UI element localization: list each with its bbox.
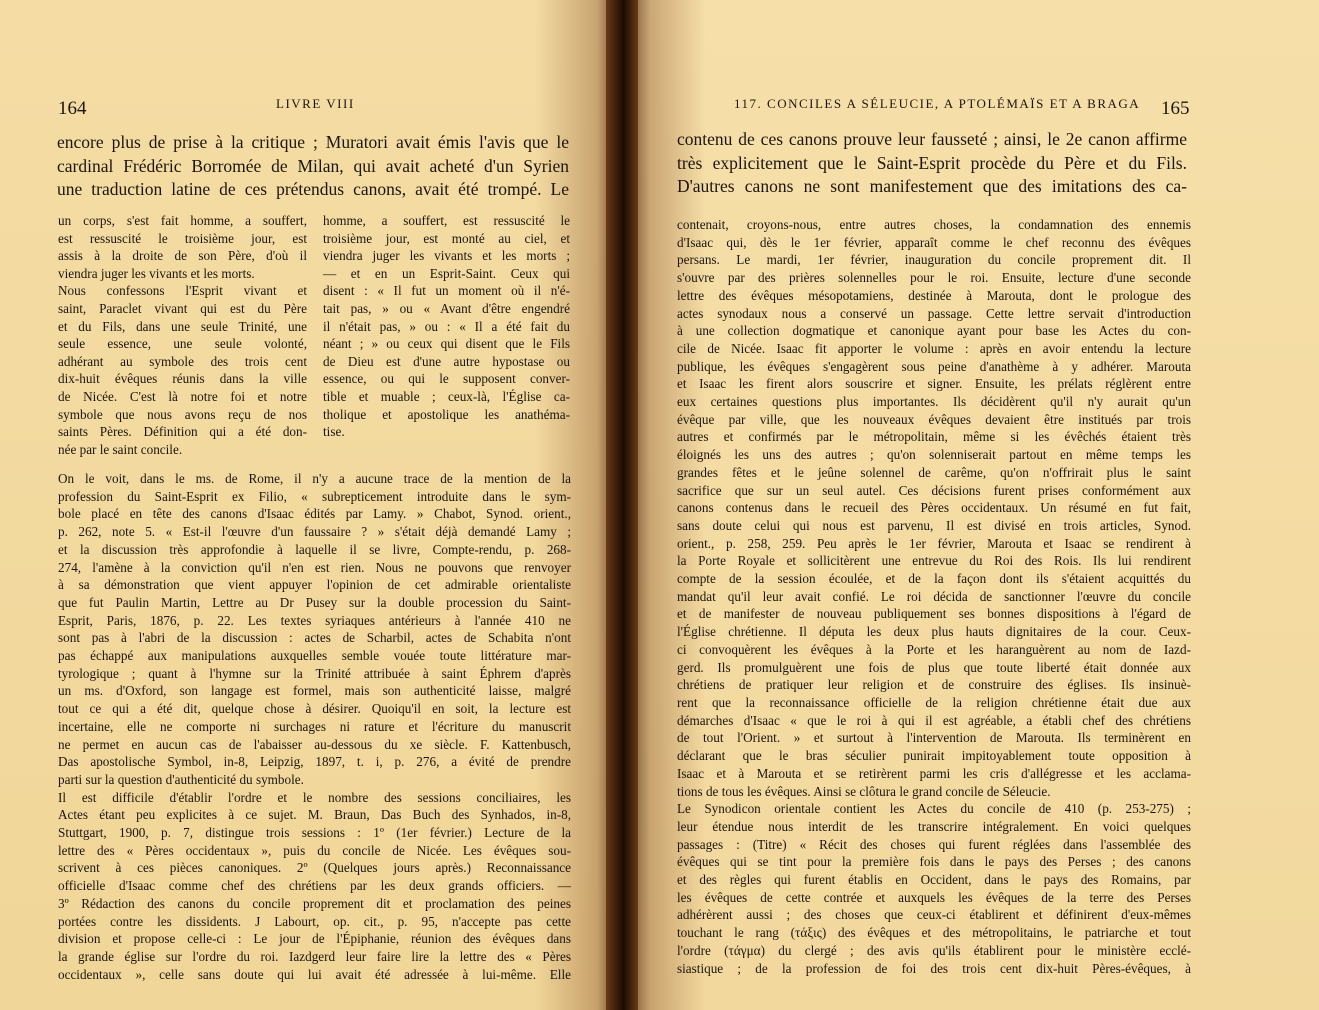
text-line: cardinal Frédéric Borromée de Milan, qui avait acheté d'un Syrien (57, 155, 569, 176)
text-line: l'Église chrétienne. Il députa les deux plus hauts dignitaires de la cour. Ceux- (677, 624, 1191, 640)
page-number: 164 (58, 98, 87, 119)
text-line: autres et confirmés par le métropolitain, même si les évêchés étaient très (677, 429, 1191, 445)
text-line: tible et muable ; ceux-là, l'Église ca- (323, 388, 570, 404)
text-line: grandes fêtes et le jeûne solennel de carême, qu'on n'offrirait plus le saint (677, 464, 1191, 480)
page-number: 165 (1161, 98, 1190, 119)
left-page (0, 0, 622, 1010)
text-line: sacrifice que sur un seul autel. Ces décisions furent prises conformément aux (677, 482, 1191, 498)
text-line: dix-huit évêques réunis dans la ville (58, 371, 307, 387)
text-line: les évêques de cette contrée et auxquels les évêques de la terre des Perses (677, 889, 1191, 905)
text-line: assis à la droite de son Père, d'où il (58, 248, 307, 264)
text-line: sans doute celui qui nous est parvenu, Il est divisé en trois articles, Synod. (677, 517, 1191, 533)
text-line: il n'était pas, » ou : « Il a été fait du (323, 318, 570, 334)
text-line: Das apostolische Symbol, in-8, Leipzig, 1897, t. i, p. 276, a évité de prendre (58, 754, 571, 770)
text-line: scrivent à ces pièces canoniques. 2º (Quelques jours après.) Reconnaissance (58, 860, 571, 876)
text-line: — et en un Esprit-Saint. Ceux qui (323, 265, 570, 281)
text-line: d'Isaac qui, dès le 1er février, apparaît comme le chef reconnu des évêques (677, 234, 1191, 250)
text-line: officielle d'Isaac comme chef des chrétiens par les deux grands officiers. — (58, 878, 571, 894)
text-line: très explicitement que le Saint-Esprit procède du Père et du Fils. (677, 152, 1187, 173)
text-line: et Isaac les firent alors souscrire et signer. Ensuite, les prélats réglèrent entre (677, 376, 1191, 392)
text-line: évêque par ville, que les nouveaux évêques devaient être institués par trois (677, 411, 1191, 427)
text-line: On le voit, dans le ms. de Rome, il n'y a aucune trace de la mention de la (58, 471, 571, 486)
text-line: un ms. d'Oxford, son langage est formel, mais son authenticité laisse, malgré (58, 683, 571, 699)
text-line: 274, l'amène à la conviction qu'il n'en est rien. Nous ne pouvons que renvoyer (58, 559, 571, 575)
text-line: occidentaux », celle sans doute qui lui avait été adressée à lui-même. Elle (58, 966, 571, 982)
text-line: leur étendue nous interdit de les transcrire intégralement. En voici quelques (677, 818, 1191, 834)
text-line: essence, ou qui le supposent conver- (323, 371, 570, 387)
text-line: Isaac et à Marouta et se retirèrent parmi les cris d'allégresse et les acclama- (677, 765, 1191, 781)
text-line: tout ce qui a été dit, quelque chose à désirer. Quoiqu'il en soit, la lecture est (58, 701, 571, 717)
text-line: Nous confessons l'Esprit vivant et (58, 283, 307, 299)
text-line: homme, a souffert, est ressuscité le (323, 213, 570, 228)
text-line: à une collection dogmatique et canonique ayant pour base les Actes du con- (677, 323, 1191, 339)
text-line: démarches d'Isaac « que le roi à qui il est agréable, a établi chef des chrétiens (677, 712, 1191, 728)
text-line: l'ordre (τάγμα) du clergé ; des avis qu'ils établirent pour le ministère ecclé- (677, 942, 1191, 958)
text-line: publique, les évêques s'engagèrent sous peine d'anathème à y adhérer. Marouta (677, 358, 1191, 374)
running-head: 117. CONCILES A SÉLEUCIE, A PTOLÉMAÏS ET A BRAGA (734, 96, 1141, 111)
text-line: déclarant que le bras séculier punirait impitoyablement toute opposition à (677, 748, 1191, 764)
main-text (57, 131, 569, 202)
text-line: symbole que nous avons reçu de nos (58, 406, 307, 422)
text-line: Le Synodicon orientale contient les Actes du concile de 410 (p. 253-275) ; (677, 801, 1191, 817)
text-line: de tout l'Orient. » et surtout à l'intervention de Marouta. Ils terminèrent en (677, 730, 1191, 746)
text-line: tait pas, » ou « Avant d'être engendré (323, 300, 570, 316)
text-line: tyrologique ; quant à l'hymne sur la Trinité attribuée à saint Éphrem d'après (58, 665, 571, 681)
text-line: touchant le rang (τάξις) des évêques et des métropolitains, le patriarche et tout (677, 925, 1191, 941)
text-line: saint, Paraclet vivant qui est du Père (58, 300, 307, 316)
text-line: profession du Saint-Esprit ex Filio, « subrepticement introduite dans le sym- (58, 488, 571, 504)
text-line: Actes étant peu explicites à ce sujet. M. Braun, Das Buch des Synhados, in-8, (58, 807, 571, 823)
text-line: à sa démonstration que vient appuyer l'opinion de cet admirable orientaliste (58, 577, 571, 593)
footnote-text (677, 216, 1191, 977)
text-line: lettre des « Pères occidentaux », puis du concile de Nicée. Les évêques sou- (58, 842, 571, 858)
text-line: eux certaines questions plus importantes. Ils décidèrent qu'il n'y aurait qu'un (677, 394, 1191, 410)
text-line: la grande église sur l'ordre du roi. Iazdgerd leur faire lire la lettre des « Pères (58, 948, 571, 964)
text-line: tise. (323, 424, 345, 440)
text-line: parti sur la question d'authenticité du symbole. (58, 771, 304, 787)
text-line: chrétiens de pratiquer leur religion et de construire des églises. Ils insinuè- (677, 677, 1191, 693)
text-line: D'autres canons ne sont manifestement que des imitations des ca- (677, 176, 1187, 196)
text-line: gerd. Ils promulguèrent une fois de plus que toute liberté était donnée aux (677, 659, 1191, 675)
text-line: actes synodaux nous a conservé un passage. Cette lettre servait d'introduction (677, 305, 1191, 321)
text-line: incertaine, elle ne comporte ni surchages ni rature et l'écriture du manuscrit (58, 718, 571, 734)
text-line: portées contre les dissidents. J Labourt, op. cit., p. 95, n'accepte pas cette (58, 913, 571, 929)
right-page (622, 0, 1319, 1010)
text-line: tions de tous les évêques. Ainsi se clôtura le grand concile de Séleucie. (677, 783, 1051, 799)
creed-column-right (323, 212, 570, 441)
text-line: et la discussion très approfondie à laquelle il se livre, Compte-rendu, p. 268- (58, 541, 571, 557)
text-line: 3º Rédaction des canons du concile proprement dit et proclamation des peines (58, 895, 571, 911)
text-line: Esprit, Paris, 1876, p. 22. Les textes syriaques antérieurs à l'année 410 ne (58, 612, 571, 628)
text-line: tholique et apostolique les anathéma- (323, 406, 570, 422)
text-line: persans. Le mardi, 1er février, inauguration du concile proprement dit. Il (677, 252, 1191, 268)
book-gutter (606, 0, 638, 1010)
text-line: division et propose celle-ci : Le jour de l'Épiphanie, réunion des évêques dans (58, 931, 571, 947)
text-line: que fut Paulin Martin, Lettre au Dr Pusey sur la double procession du Saint- (58, 594, 571, 610)
text-line: compte de la session écoulée, et de la façon dont ils s'étaient acquittés du (677, 571, 1191, 587)
text-line: ci convoquèrent les évêques à la Porte et les haranguèrent au nom de Iazd- (677, 641, 1191, 657)
creed-column-left (58, 212, 307, 458)
text-line: est ressuscité le troisième jour, est (58, 230, 307, 246)
text-line: rent que la reconnaissance officielle de la religion chrétienne était due aux (677, 694, 1191, 710)
text-line: siastique ; de la profession de foi des trois cent dix-huit Pères-évêques, à (677, 960, 1191, 976)
text-line: et du Fils, dans une seule Trinité, une (58, 318, 307, 334)
text-line: sont pas à l'abri de la discussion : actes de Scharbil, actes de Schabita n'ont (58, 630, 571, 646)
text-line: Il est difficile d'établir l'ordre et le nombre des sessions conciliaires, les (58, 789, 571, 805)
text-line: un corps, s'est fait homme, a souffert, (58, 213, 307, 228)
text-line: seule essence, une seule volonté, (58, 336, 307, 352)
text-line: évêques qui se tint pour la première fois dans le pays des Perses ; des canons (677, 854, 1191, 870)
text-line: contenait, croyons-nous, entre autres choses, la condamnation des ennemis (677, 217, 1191, 232)
text-line: passages : (Titre) « Récit des choses qui furent réglées dans l'assemblée des (677, 836, 1191, 852)
text-line: cile de Nicée. Isaac fit apporter le volume : après en avoir entendu la lecture (677, 340, 1191, 356)
text-line: mandat qu'il leur avait confié. Le roi décida de sanctionner l'œuvre du concile (677, 588, 1191, 604)
text-line: Stuttgart, 1900, p. 7, distingue trois sessions : 1º (1er février.) Lecture de la (58, 825, 571, 841)
text-line: éloignés les uns des autres ; qu'on solenniserait partout en même temps les (677, 447, 1191, 463)
text-line: encore plus de prise à la critique ; Muratori avait émis l'avis que le (57, 132, 569, 152)
text-line: s'ouvre par des prières solennelles pour le roi. Ensuite, lecture d'une seconde (677, 270, 1191, 286)
text-line: bole placé en tête des canons d'Isaac édités par Lamy. » Chabot, Synod. orient., (58, 506, 571, 522)
text-line: disent : « Il fut un moment où il n'é- (323, 283, 570, 299)
text-line: ne permet en aucun cas de l'abaisser au-dessous du xe siècle. F. Kattenbusch, (58, 736, 571, 752)
text-line: pas échappé aux manipulations auxquelles semble vouée toute littérature mar- (58, 648, 571, 664)
text-line: viendra juger les vivants et les morts. (58, 265, 255, 281)
text-line: lettre des évêques mésopotamiens, destinée à Marouta, dont le prologue des (677, 287, 1191, 303)
text-line: et de manifester de nouveau publiquement ses bonnes dispositions à l'égard de (677, 606, 1191, 622)
text-line: canons contenus dans le recueil des Pères occidentaux. Un résumé en fut fait, (677, 500, 1191, 516)
text-line: contenu de ces canons prouve leur fausseté ; ainsi, le 2e canon affirme (677, 129, 1187, 149)
running-head: LIVRE VIII (276, 96, 355, 111)
text-line: saints Pères. Définition qui a été don- (58, 424, 307, 440)
footnote-text (58, 470, 571, 983)
main-text (677, 128, 1187, 199)
text-line: troisième jour, est monté au ciel, et (323, 230, 570, 246)
text-line: de Nicée. C'est là notre foi et notre (58, 388, 307, 404)
text-line: la Porte Royale et sollicitèrent une entrevue du Roi des Rois. Ils lui rendirent (677, 553, 1191, 569)
text-line: viendra juger les vivants et les morts ; (323, 248, 570, 264)
text-line: p. 262, note 5. « Est-il l'œuvre d'un faussaire ? » s'était déjà demandé Lamy ; (58, 524, 571, 540)
text-line: orient., p. 258, 259. Peu après le 1er février, Marouta et Isaac se rendirent à (677, 535, 1191, 551)
text-line: néant ; » ou ceux qui disent que le Fils (323, 336, 570, 352)
text-line: une traduction latine de ces prétendus canons, avait été trompé. Le (57, 179, 569, 199)
text-line: et des règles qui furent établis en Occident, dans le pays des Romains, par (677, 872, 1191, 888)
text-line: adhérant au symbole des trois cent (58, 353, 307, 369)
text-line: de Dieu est d'une autre hypostase ou (323, 353, 570, 369)
text-line: née par le saint concile. (58, 441, 183, 457)
text-line: adhérèrent aussi ; des choses que ceux-ci établirent et définirent d'eux-mêmes (677, 907, 1191, 923)
